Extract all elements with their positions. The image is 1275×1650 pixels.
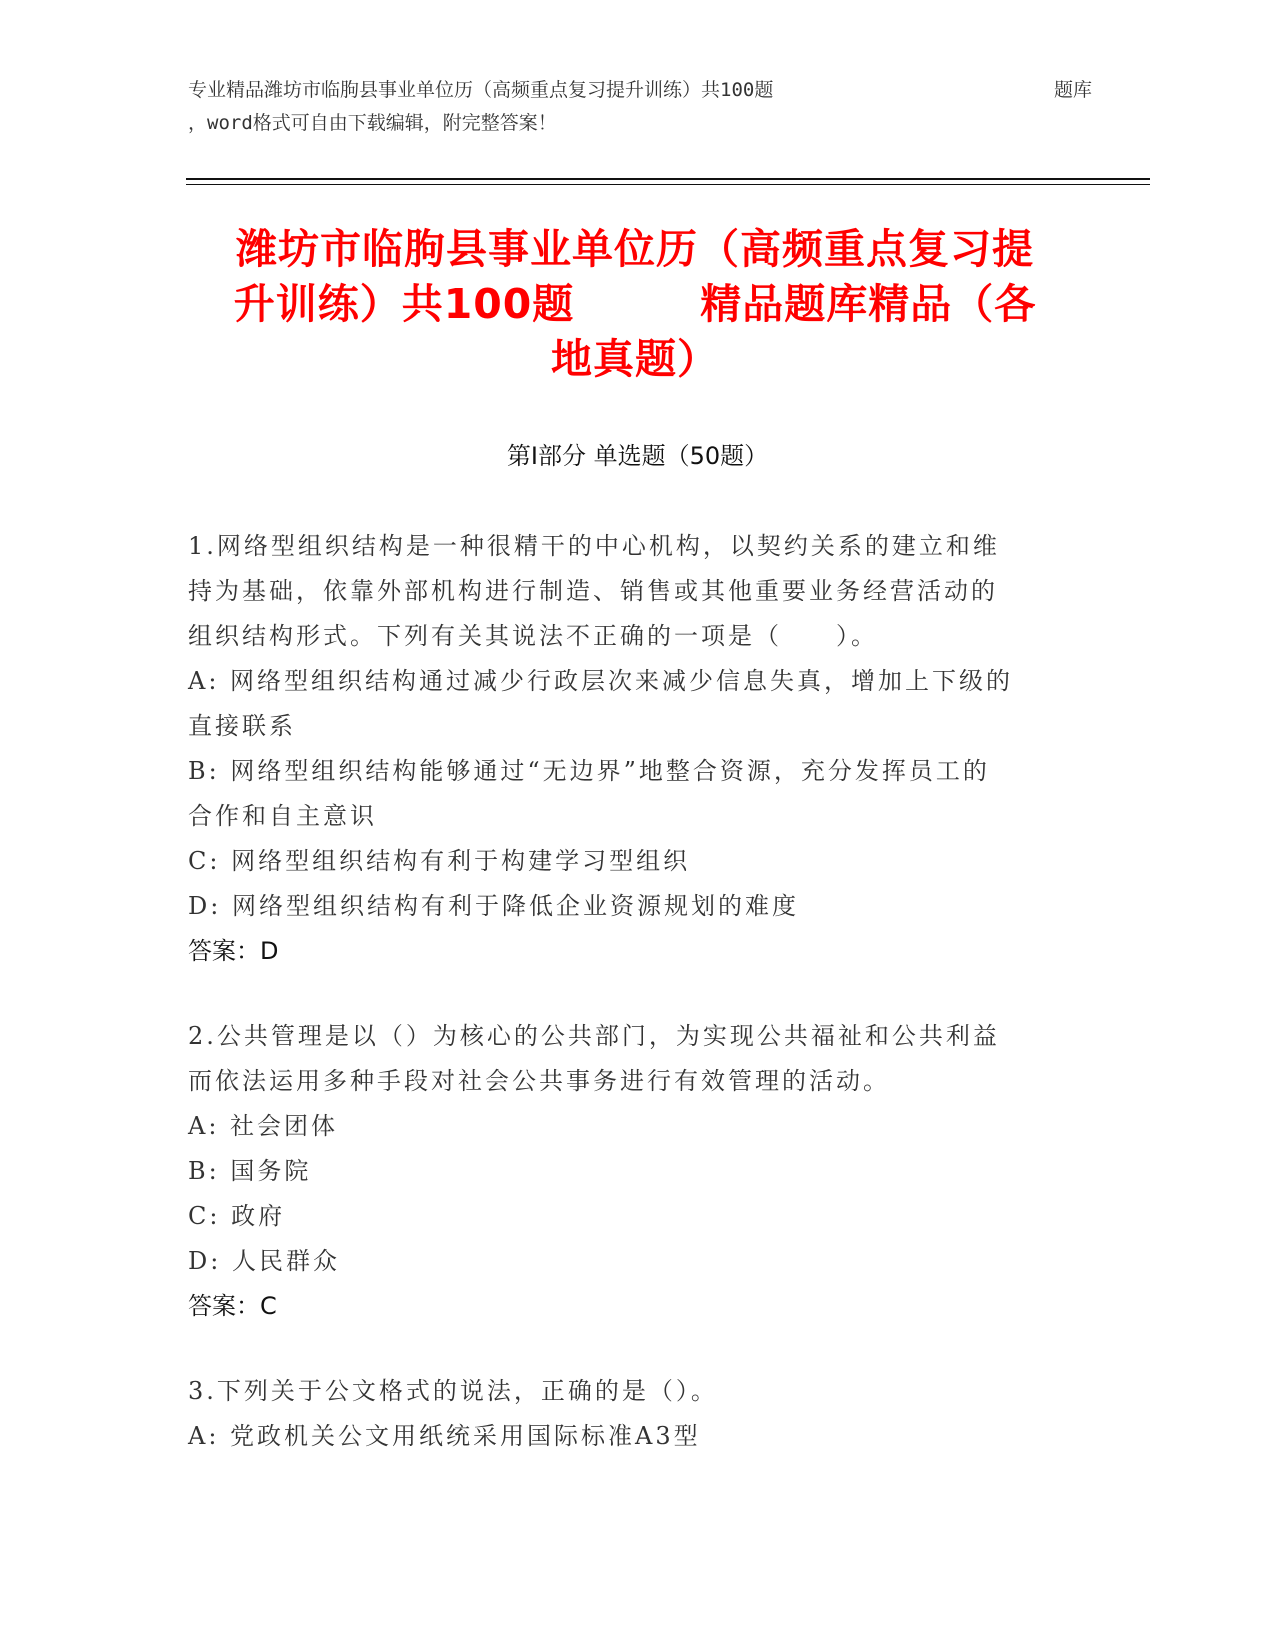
page-header bbox=[188, 74, 1108, 140]
question-stem-line: 1.网络型组织结构是一种很精干的中心机构，以契约关系的建立和维 bbox=[188, 532, 1000, 560]
header-tag-text: 题库 bbox=[1053, 79, 1092, 101]
title-line-2: 升训练）共100题 精品题库精品（各 bbox=[233, 280, 1037, 328]
option-a: A: 党政机关公文用纸统采用国际标准A3型 bbox=[188, 1422, 701, 1450]
option-c: C: 政府 bbox=[188, 1202, 286, 1230]
option-b: B: 国务院 bbox=[188, 1157, 312, 1185]
header-line-1 bbox=[188, 74, 1108, 107]
option-a: A: 社会团体 bbox=[188, 1112, 339, 1140]
option-b: B: 网络型组织结构能够通过“无边界”地整合资源，充分发挥员工的 bbox=[188, 757, 990, 785]
option-b-continued: 合作和自主意识 bbox=[188, 802, 377, 830]
option-a: A: 网络型组织结构通过减少行政层次来减少信息失真，增加上下级的 bbox=[188, 667, 1014, 695]
section-title: 第Ⅰ部分 单选题（50题） bbox=[506, 442, 769, 470]
option-d: D: 人民群众 bbox=[188, 1247, 340, 1275]
option-d: D: 网络型组织结构有利于降低企业资源规划的难度 bbox=[188, 892, 799, 920]
header-line-2: ，word格式可自由下载编辑，附完整答案！ bbox=[188, 112, 557, 134]
answer-label: 答案：D bbox=[188, 937, 279, 965]
question-3 bbox=[188, 1369, 1068, 1459]
header-title-text: 专业精品潍坊市临朐县事业单位历（高频重点复习提升训练）共100题 bbox=[188, 79, 774, 101]
question-2 bbox=[188, 1014, 1068, 1329]
header-rule-thin bbox=[186, 184, 1150, 185]
answer-label: 答案：C bbox=[188, 1292, 277, 1320]
question-stem-line: 持为基础，依靠外部机构进行制造、销售或其他重要业务经营活动的 bbox=[188, 577, 998, 605]
option-a-continued: 直接联系 bbox=[188, 712, 296, 740]
question-stem-line: 2.公共管理是以（）为核心的公共部门，为实现公共福祉和公共利益 bbox=[188, 1022, 1000, 1050]
question-stem-line: 而依法运用多种手段对社会公共事务进行有效管理的活动。 bbox=[188, 1067, 890, 1095]
title-line-1: 潍坊市临朐县事业单位历（高频重点复习提 bbox=[236, 225, 1034, 273]
question-list bbox=[188, 524, 1068, 1499]
option-c: C: 网络型组织结构有利于构建学习型组织 bbox=[188, 847, 691, 875]
question-stem-line: 组织结构形式。下列有关其说法不正确的一项是（ ）。 bbox=[188, 622, 878, 650]
title-line-3: 地真题） bbox=[551, 335, 719, 383]
question-1 bbox=[188, 524, 1068, 974]
question-stem-line: 3.下列关于公文格式的说法，正确的是（）。 bbox=[188, 1377, 718, 1405]
header-rule-thick bbox=[186, 178, 1150, 180]
document-title bbox=[190, 222, 1080, 387]
